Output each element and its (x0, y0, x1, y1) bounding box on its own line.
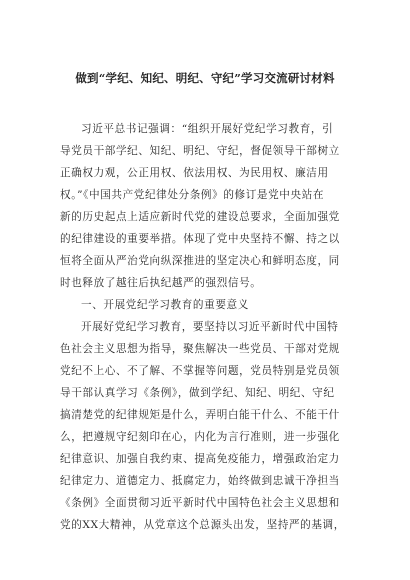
paragraph-line: 党纪不上心、不了解、不掌握等问题，党员特别是党员领 (60, 365, 340, 377)
paragraph-line: 权。”《中国共产党纪律处分条例》的修订是党中央站在 (60, 189, 325, 201)
paragraph-line: 《条例》全面贯彻习近平新时代中国特色社会主义思想和 (60, 497, 340, 509)
paragraph-line: 纪律意识、加强自我约束、提高免疫能力，增强政治定力 (60, 453, 340, 465)
paragraph-line: 色社会主义思想为指导，聚焦解决一些党员、干部对党规 (60, 343, 340, 355)
paragraph-line: 党的XX大精神，从党章这个总源头出发，坚持严的基调， (60, 519, 345, 531)
paragraph-line: 导干部认真学习《条例》，做到学纪、知纪、明纪、守纪 (60, 387, 335, 399)
paragraph-line: 的纪律建设的重要举措。体现了党中央坚持不懈、持之以 (60, 233, 340, 245)
paragraph-line: 新的历史起点上适应新时代党的建设总要求，全面加强党 (60, 211, 340, 223)
paragraph-line: 开展好党纪学习教育，要坚持以习近平新时代中国特 (81, 321, 339, 333)
document-body (60, 118, 350, 536)
paragraph-line: 纪律定力、道德定力、抵腐定力，始终做到忠诚干净担当 (60, 475, 340, 487)
paragraph-line: 导党员干部学纪、知纪、明纪、守纪，督促领导干部树立 (60, 145, 340, 157)
document-title: 做到“学纪、知纪、明纪、守纪”学习交流研讨材料 (75, 71, 335, 85)
paragraph-line: 搞清楚党的纪律规矩是什么，弄明白能干什么、不能干什 (60, 409, 340, 421)
paragraph-line: 时也释放了越往后执纪越严的强烈信号。 (60, 277, 262, 289)
paragraph-line: 习近平总书记强调：“组织开展好党纪学习教育，引 (81, 123, 334, 135)
section-heading: 一、开展党纪学习教育的重要意义 (81, 299, 249, 311)
paragraph-line: 么，把遵规守纪刻印在心，内化为言行准则，进一步强化 (60, 431, 340, 443)
paragraph-line: 正确权力观，公正用权、依法用权、为民用权、廉洁用 (60, 167, 329, 179)
paragraph-line: 恒将全面从严治党向纵深推进的坚定决心和鲜明态度，同 (60, 255, 340, 267)
